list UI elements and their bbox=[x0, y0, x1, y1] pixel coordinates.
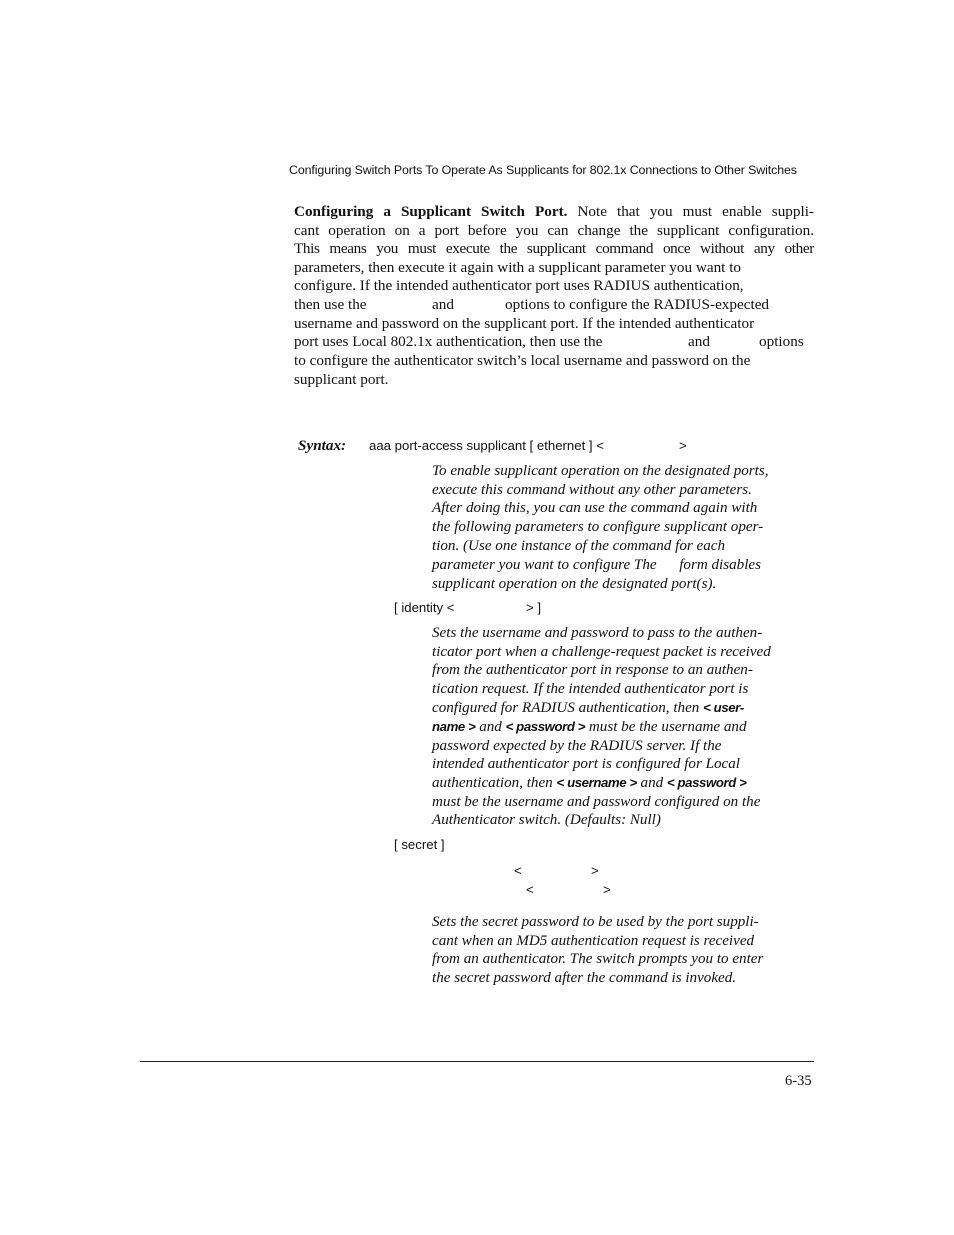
desc-line: ticator port when a challenge-request packet is received bbox=[432, 644, 771, 660]
desc-line: tication request. If the intended authenticator port is bbox=[432, 681, 749, 697]
syntax-label: Syntax: bbox=[298, 437, 347, 454]
intro-heading: Configuring a Supplicant Switch Port. bbox=[294, 203, 568, 220]
intro-line: parameters, then execute it again with a supplicant parameter you want to bbox=[294, 259, 742, 276]
intro-line: This means you must execute the supplicant command once without any other bbox=[294, 240, 814, 257]
desc-line: Sets the secret password to be used by the port suppli- bbox=[432, 914, 759, 930]
desc-line: After doing this, you can use the command again with bbox=[432, 500, 758, 516]
secret-prompt-open: < bbox=[514, 863, 522, 878]
identity-option: [ identity < bbox=[394, 600, 455, 615]
desc-line: authentication, then < username > and < password > bbox=[432, 775, 747, 791]
desc-line: must be the username and password configured on the bbox=[432, 794, 761, 810]
intro-line: Configuring a Supplicant Switch Port. Note that you must enable suppli- bbox=[294, 203, 814, 220]
desc-line: intended authenticator port is configured for Local bbox=[432, 756, 740, 772]
intro-line: username and password on the supplicant port. If the intended authenticator bbox=[294, 315, 755, 332]
secret-prompt-close: > bbox=[591, 863, 599, 878]
desc-line: the secret password after the command is invoked. bbox=[432, 970, 737, 986]
desc-line: the following parameters to configure supplicant oper- bbox=[432, 519, 764, 535]
intro-line: cant operation on a port before you can change the supplicant configuration. bbox=[294, 222, 814, 239]
intro-line: to configure the authenticator switch’s local username and password on the bbox=[294, 352, 751, 369]
desc-line: Authenticator switch. (Defaults: Null) bbox=[432, 812, 661, 828]
intro-line: supplicant port. bbox=[294, 371, 389, 388]
secret-prompt-close: > bbox=[603, 882, 611, 897]
desc-line: supplicant operation on the designated port(s). bbox=[432, 576, 717, 592]
syntax-command: aaa port-access supplicant [ ethernet ] < bbox=[369, 438, 604, 453]
desc-line: tion. (Use one instance of the command for each bbox=[432, 538, 726, 554]
desc-line: name > and < password > must be the username and bbox=[432, 719, 747, 735]
footer-rule bbox=[140, 1061, 814, 1062]
secret-option: [ secret ] bbox=[394, 837, 445, 852]
desc-line: cant when an MD5 authentication request is received bbox=[432, 933, 755, 949]
desc-line: execute this command without any other parameters. bbox=[432, 482, 752, 498]
running-head: Configuring Switch Ports To Operate As Supplicants for 802.1x Connections to Other Switches bbox=[289, 163, 797, 177]
syntax-command-close: > bbox=[679, 438, 687, 453]
desc-line: parameter you want to configure The form disables bbox=[432, 557, 761, 573]
desc-line: To enable supplicant operation on the designated ports, bbox=[432, 463, 769, 479]
desc-line: from the authenticator port in response to an authen- bbox=[432, 662, 753, 678]
intro-line: configure. If the intended authenticator port uses RADIUS authentication, bbox=[294, 277, 744, 294]
secret-prompt-open: < bbox=[526, 882, 534, 897]
desc-line: Sets the username and password to pass to the authen- bbox=[432, 625, 763, 641]
desc-line: from an authenticator. The switch prompts you to enter bbox=[432, 951, 764, 967]
desc-line: configured for RADIUS authentication, then < user- bbox=[432, 700, 744, 716]
identity-option-close: > ] bbox=[526, 600, 542, 615]
desc-line: password expected by the RADIUS server. If the bbox=[432, 738, 722, 754]
page-number: 6-35 bbox=[785, 1073, 812, 1089]
